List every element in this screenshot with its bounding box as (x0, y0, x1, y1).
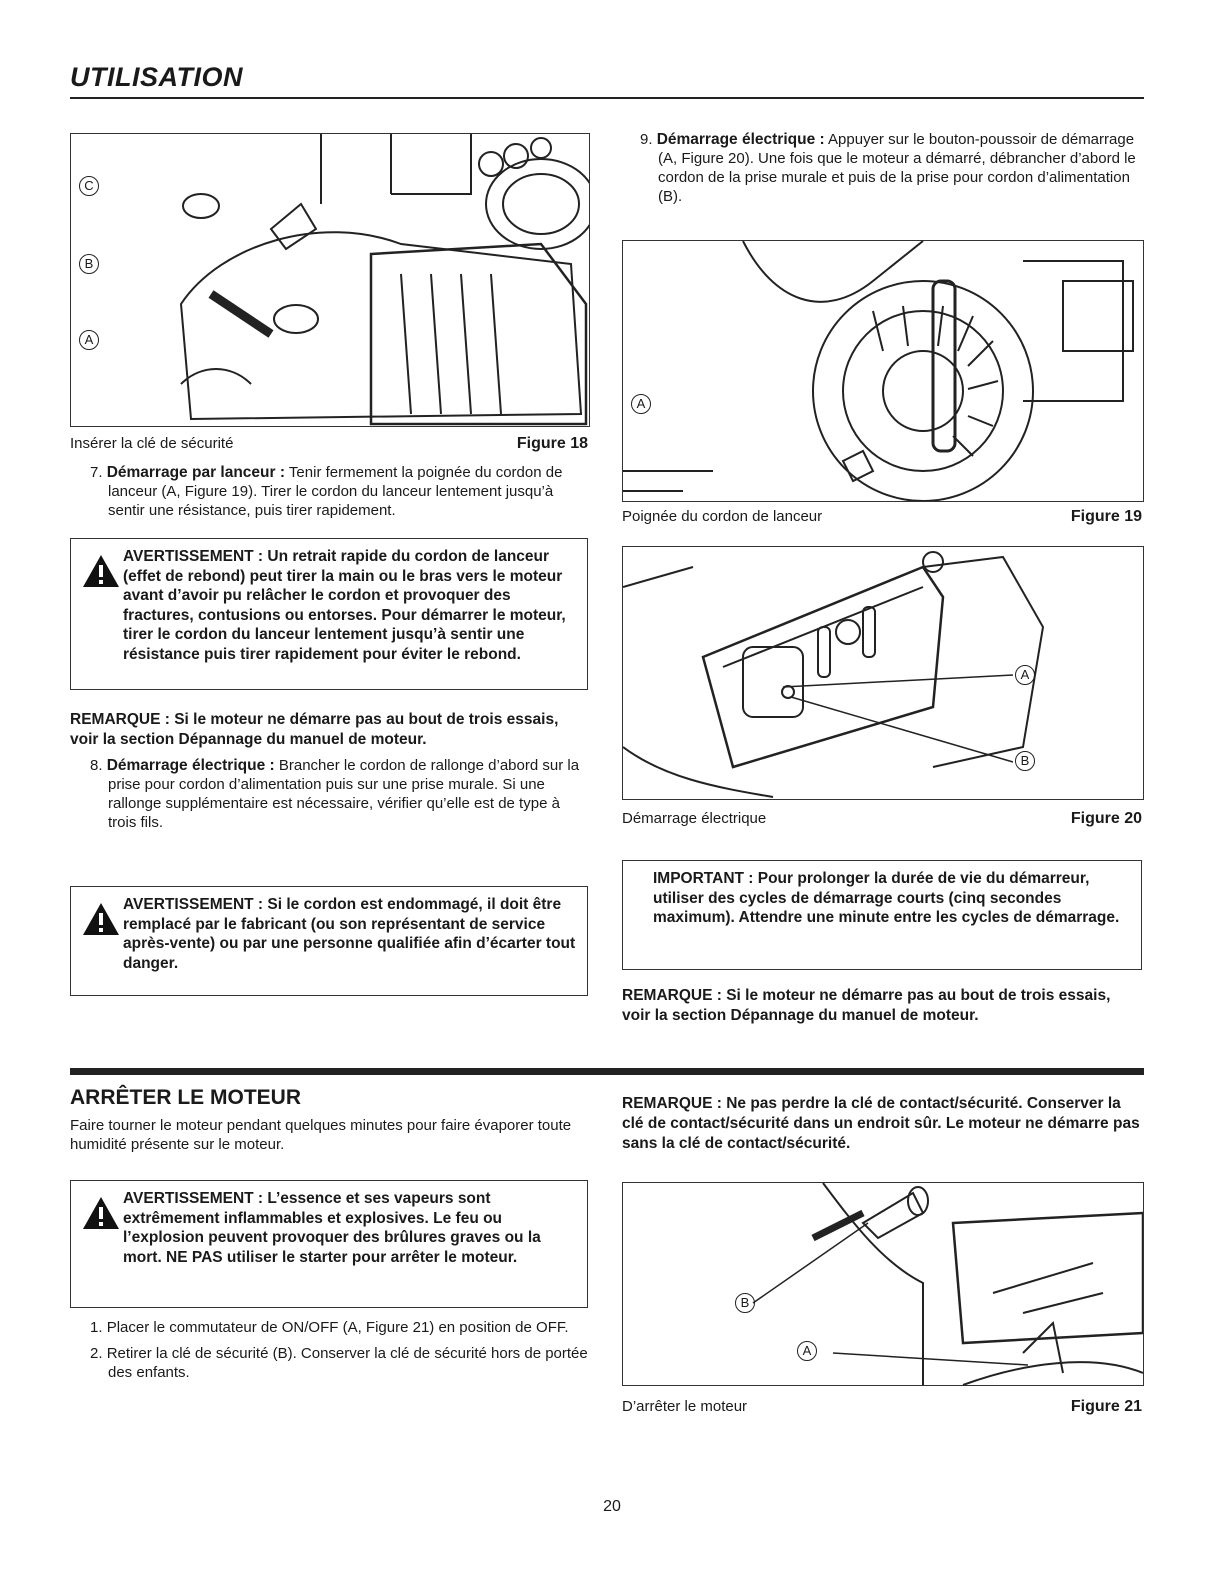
figure-18-caption: Insérer la clé de sécurité (70, 435, 234, 452)
warning-triangle-icon (81, 1195, 121, 1231)
step-8-text: Brancher le cordon de rallonge d’abord sur la prise pour cordon d’alimentation puis sur une prise murale. Si une rallonge supplémentaire est nécessaire, vérifier qu’elle est de type à trois fils. (108, 757, 580, 831)
warning-triangle-icon (81, 553, 121, 589)
note-1: REMARQUE : Si le moteur ne démarre pas au bout de trois essais, voir la section Dépannage du manuel de moteur. (70, 711, 559, 748)
step-7 (90, 463, 588, 520)
step-7-number: 7. (90, 464, 103, 481)
figure-18-caption-row (70, 435, 588, 453)
figure-21-illustration (622, 1182, 1144, 1386)
step-9 (640, 130, 1140, 206)
step-9-number: 9. (640, 131, 653, 148)
figure-20-label-a: A (1015, 665, 1035, 685)
stop-step-1 (90, 1318, 588, 1337)
note-2: REMARQUE : Si le moteur ne démarre pas au bout de trois essais, voir la section Dépannage du manuel de moteur. (622, 987, 1111, 1024)
warning-box-2 (70, 886, 588, 996)
step-9-title: Démarrage électrique : (656, 131, 825, 148)
figure-21-caption-row (622, 1398, 1142, 1416)
note-3: REMARQUE : Ne pas perdre la clé de contact/sécurité. Conserver la clé de contact/sécurité dans un endroit sûr. Le moteur ne démarre pas sans la clé de contact/sécurité. (622, 1095, 1140, 1152)
figure-19-label-a: A (631, 394, 651, 414)
warning-box-3 (70, 1180, 588, 1308)
stop-step-1-text: Placer le commutateur de ON/OFF (A, Figure 21) en position de OFF. (106, 1319, 569, 1336)
figure-21-label-b: B (735, 1293, 755, 1313)
step-9-text: Appuyer sur le bouton-poussoir de démarrage (A, Figure 20). Une fois que le moteur a démarré, débrancher d’abord le cordon de la prise murale et puis de la prise pour cordon d’alimentation (B). (658, 131, 1136, 205)
important-text: IMPORTANT : Pour prolonger la durée de vie du démarreur, utiliser des cycles de démarrage courts (cinq secondes maximum). Attendre une minute entre les cycles de démarrage. (653, 870, 1120, 926)
figure-20-caption: Démarrage électrique (622, 810, 767, 827)
step-7-text: Tenir fermement la poignée du cordon de lanceur (A, Figure 19). Tirer le cordon du lanceur lentement jusqu’à sentir une résistance, puis tirer rapidement. (108, 464, 563, 519)
header-rule (70, 97, 1144, 99)
section-divider (70, 1068, 1144, 1075)
figure-19-number: Figure 19 (1070, 508, 1142, 525)
step-8-title: Démarrage électrique : (106, 757, 275, 774)
figure-18-label-b: B (79, 254, 99, 274)
page-number: 20 (603, 1498, 621, 1515)
figure-18-illustration (70, 133, 590, 427)
step-8-number: 8. (90, 757, 103, 774)
figure-20-caption-row (622, 810, 1142, 828)
warning-triangle-icon (81, 901, 121, 937)
stop-step-2 (90, 1344, 588, 1382)
important-box (622, 860, 1142, 970)
stop-step-2-text: Retirer la clé de sécurité (B). Conserver la clé de sécurité hors de portée des enfants. (106, 1345, 588, 1381)
step-8 (90, 756, 588, 832)
figure-20-label-b: B (1015, 751, 1035, 771)
warning-1-text: AVERTISSEMENT : Un retrait rapide du cordon de lanceur (effet de rebond) peut tirer la main ou le bras vers le moteur avant d’avoir pu relâcher le cordon et provoquer des fractures, contusions ou entorses. Pour démarrer le moteur, tirer le cordon du lanceur lentement jusqu’à sentir une résistance puis tirer rapidement pour éviter le rebond. (123, 548, 566, 663)
figure-18-number: Figure 18 (516, 435, 588, 452)
figure-19-caption: Poignée du cordon de lanceur (622, 508, 823, 525)
figure-18-label-a: A (79, 330, 99, 350)
step-7-title: Démarrage par lanceur : (106, 464, 286, 481)
figure-21-label-a: A (797, 1341, 817, 1361)
warning-box-1 (70, 538, 588, 690)
warning-3-text: AVERTISSEMENT : L’essence et ses vapeurs sont extrêmement inflammables et explosives. Le feu ou l’explosion peuvent provoquer des brûlures graves ou la mort. NE PAS utiliser le starter pour arrêter le moteur. (123, 1190, 541, 1266)
warning-2-text: AVERTISSEMENT : Si le cordon est endommagé, il doit être remplacé par le fabricant (ou son représentant de service après-vente) ou par une personne qualifiée afin d’écarter tout danger. (123, 896, 576, 972)
page-header-title: UTILISATION (70, 62, 243, 92)
section-title: ARRÊTER LE MOTEUR (70, 1086, 301, 1109)
figure-20-illustration (622, 546, 1144, 800)
stop-step-1-number: 1. (90, 1319, 103, 1336)
figure-19-illustration (622, 240, 1144, 502)
section-intro: Faire tourner le moteur pendant quelques minutes pour faire évaporer toute humidité présente sur le moteur. (70, 1117, 572, 1153)
figure-21-caption: D’arrêter le moteur (622, 1398, 748, 1415)
figure-21-number: Figure 21 (1070, 1398, 1142, 1415)
figure-20-number: Figure 20 (1070, 810, 1142, 827)
figure-19-caption-row (622, 508, 1142, 526)
figure-18-label-c: C (79, 176, 99, 196)
stop-step-2-number: 2. (90, 1345, 103, 1362)
